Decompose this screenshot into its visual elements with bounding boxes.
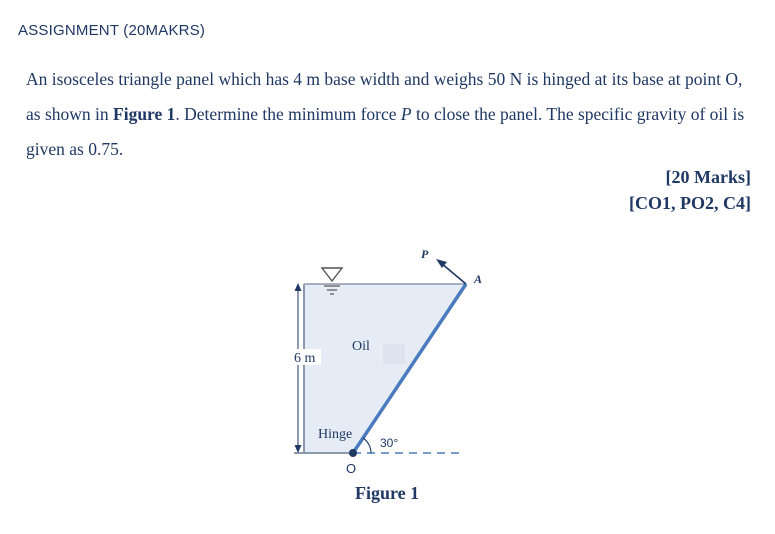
marks-total: [20 Marks]: [665, 167, 751, 187]
label-p: P: [421, 247, 429, 261]
assignment-heading: ASSIGNMENT (20MAKRS): [18, 22, 206, 39]
marks-outcomes: [CO1, PO2, C4]: [629, 193, 751, 213]
label-o: O: [346, 461, 357, 476]
label-angle: 30°: [380, 436, 399, 450]
force-p-arrow: [441, 263, 466, 284]
label-a: A: [474, 272, 483, 286]
figure-reference: Figure 1: [113, 104, 176, 124]
label-hinge: Hinge: [318, 427, 353, 442]
hinge-point: [349, 449, 357, 457]
angle-arc: [363, 438, 371, 453]
force-symbol: P: [400, 104, 412, 124]
problem-text-part2: . Determine the minimum force: [175, 104, 401, 124]
oil-shade-patch: [383, 344, 405, 364]
problem-text-part3: to close the panel. The specific gravity of oil is given as 0.75.: [26, 104, 745, 159]
problem-text-part1: An isosceles triangle panel which has 4 m base width and weighs 50 N is hinged at its base at point O, as shown in: [26, 69, 743, 124]
figure-caption: Figure 1: [355, 483, 420, 503]
label-oil: Oil: [352, 339, 370, 354]
label-depth: 6 m: [294, 351, 316, 366]
